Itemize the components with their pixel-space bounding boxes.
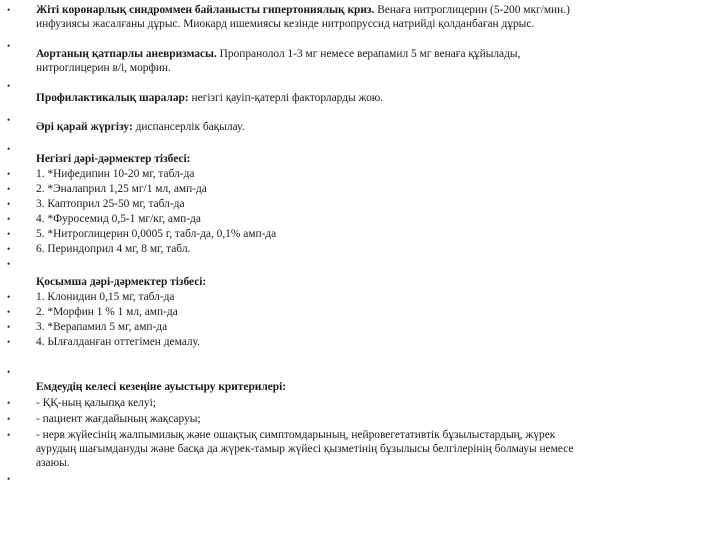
bullet: • [7, 184, 11, 194]
paragraph-line [0, 47, 720, 61]
list-item [0, 167, 720, 181]
bullet: • [7, 337, 11, 347]
bullet: • [7, 430, 11, 440]
paragraph-text [36, 120, 704, 134]
list-heading-line [0, 275, 720, 289]
bullet: • [7, 398, 11, 408]
list-item-text: азаюы. [36, 457, 70, 469]
paragraph-text [36, 47, 704, 61]
list-item [0, 335, 720, 349]
list-item [0, 197, 720, 211]
bullet: • [7, 292, 11, 302]
paragraph-text [36, 91, 704, 105]
list-item [0, 227, 720, 241]
paragraph-line [0, 91, 720, 105]
heading-bold: Аортаның қатпарлы аневризмасы. [36, 48, 217, 60]
bullet: • [7, 41, 11, 51]
bullet: • [7, 229, 11, 239]
bullet-line [0, 257, 720, 271]
paragraph-text [36, 3, 704, 17]
bullet: • [7, 214, 11, 224]
paragraph-line [0, 17, 720, 31]
list-item-text: 3. *Верапамил 5 мг, амп-да [36, 321, 168, 333]
list-item-text: 2. *Морфин 1 % 1 мл, амп-да [36, 306, 178, 318]
list-heading-line [0, 152, 720, 166]
paragraph-line [0, 3, 720, 17]
paragraph-line [0, 61, 720, 75]
bullet: • [7, 367, 11, 377]
list-item-text: - пациент жағдайының жақсаруы; [36, 413, 201, 425]
list-item [0, 305, 720, 319]
bullet: • [7, 307, 11, 317]
list-item-text: 1. *Нифедипин 10-20 мг, табл-да [36, 168, 195, 180]
heading-bold: Әрі қарай жүргізу: [36, 121, 133, 133]
list-item-text: - нерв жүйесінің жалпымилық және ошақтық симптомдарының, нейровегетативтік бұзылыстардың, жүрек [36, 429, 556, 441]
list-item [0, 320, 720, 334]
list-heading-line [0, 380, 720, 394]
bullet: • [7, 199, 11, 209]
list-item-text: - ҚҚ-ның қалыпқа келуі; [36, 397, 156, 409]
list-item [0, 182, 720, 196]
bullet: • [7, 474, 11, 484]
list-item-text: 4. Ылғалданған оттегімен демалу. [36, 336, 200, 348]
body-text: инфузиясы жасалғаны дұрыс. Миокард ишемиясы кезінде нитропруссид натрийді қолданбаған дұрыс. [36, 18, 535, 30]
list-item [0, 290, 720, 304]
bullet: • [7, 5, 11, 15]
list-item-text: 3. Каптоприл 25-50 мг, табл-да [36, 198, 185, 210]
list-item-text: 2. *Эналаприл 1,25 мг/1 мл, амп-да [36, 183, 207, 195]
bullet: • [7, 244, 11, 254]
list-item [0, 428, 720, 442]
bullet-line [0, 472, 720, 486]
list-item-text: 4. *Фуросемид 0,5-1 мг/кг, амп-да [36, 213, 201, 225]
list-item-text: аурудың шағымдануды және басқа да жүрек-тамыр жүйесі қызметінің бұзылысы белгілерінің болмауы немесе [36, 443, 574, 455]
body-text: Пропранолол 1-3 мг немесе верапамил 5 мг венаға құйылады, [216, 48, 521, 60]
list-heading: Қосымша дәрі-дәрмектер тізбесі: [36, 276, 207, 288]
paragraph-line [0, 442, 720, 456]
bullet-line [0, 365, 720, 379]
body-text: диспансерлік бақылау. [132, 121, 245, 133]
bullet: • [7, 144, 11, 154]
list-heading: Негізгі дәрі-дәрмектер тізбесі: [36, 153, 191, 165]
heading-bold: Профилактикалық шаралар: [36, 92, 189, 104]
body-text: Венаға нитроглицерин (5-200 мкг/мин.) [374, 4, 570, 16]
list-item [0, 412, 720, 426]
body-text: нитроглицерин в/і, морфин. [36, 62, 171, 74]
list-heading: Емдеудің келесі кезеңіне ауыстыру критерилері: [36, 381, 287, 393]
paragraph-line [0, 120, 720, 134]
bullet: • [7, 322, 11, 332]
list-item-text: 6. Периндоприл 4 мг, 8 мг, табл. [36, 243, 191, 255]
list-item [0, 396, 720, 410]
list-item-text: 5. *Нитроглицерин 0,0005 г, табл-да, 0,1% амп-да [36, 228, 277, 240]
list-item [0, 242, 720, 256]
paragraph-line [0, 456, 720, 470]
heading-bold: Жіті коронарлық синдроммен байланысты гипертониялық криз. [36, 4, 375, 16]
bullet: • [7, 414, 11, 424]
list-item-text: 1. Клонидин 0,15 мг, табл-да [36, 291, 175, 303]
bullet: • [7, 81, 11, 91]
list-item [0, 212, 720, 226]
bullet: • [7, 115, 11, 125]
body-text: негізгі қауіп-қатерлі факторларды жою. [188, 92, 384, 104]
bullet: • [7, 259, 11, 269]
bullet: • [7, 169, 11, 179]
